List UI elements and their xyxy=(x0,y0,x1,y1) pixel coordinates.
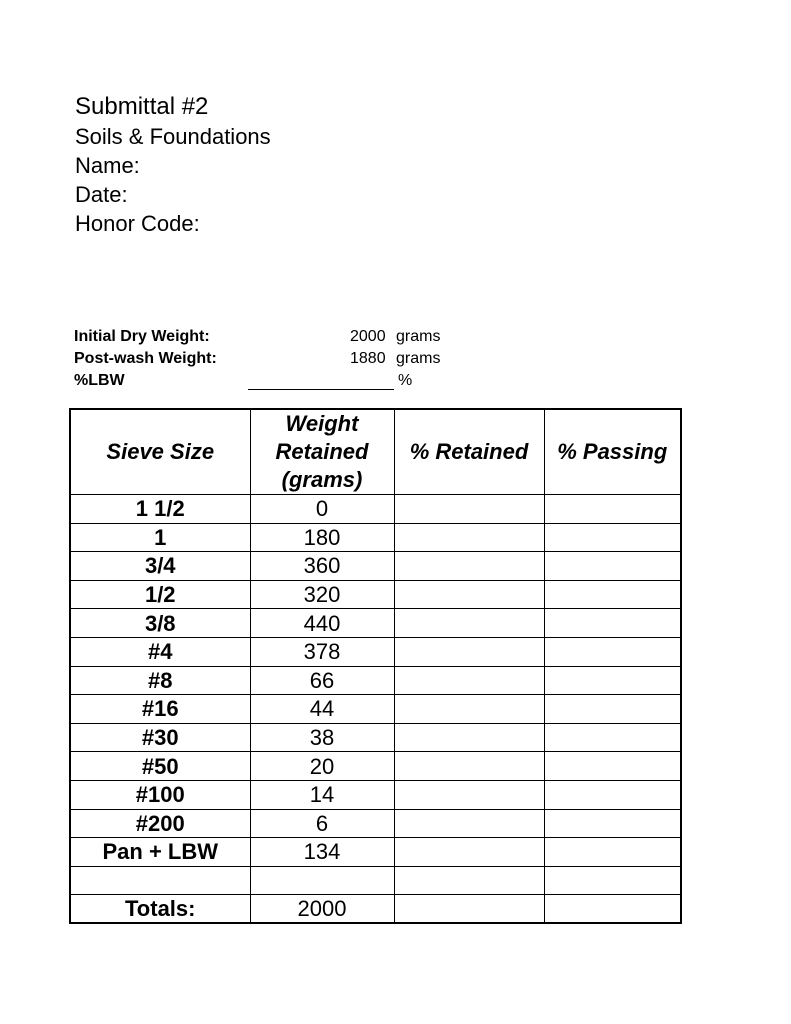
honor-code-label: Honor Code: xyxy=(75,211,200,236)
percent-retained-cell[interactable] xyxy=(394,580,544,609)
initial-dry-weight-row xyxy=(74,326,494,348)
percent-passing-cell[interactable] xyxy=(544,809,681,838)
sieve-analysis-table xyxy=(69,408,682,924)
percent-retained-cell[interactable] xyxy=(394,723,544,752)
percent-retained-cell[interactable] xyxy=(394,838,544,867)
sieve-size-cell: 1/2 xyxy=(70,580,250,609)
weight-retained-cell: 378 xyxy=(250,637,394,666)
weight-retained-cell: 134 xyxy=(250,838,394,867)
table-row xyxy=(70,552,681,581)
percent-passing-cell[interactable] xyxy=(544,580,681,609)
sieve-size-cell: #30 xyxy=(70,723,250,752)
sieve-size-cell: 3/4 xyxy=(70,552,250,581)
initial-dry-weight-label: Initial Dry Weight: xyxy=(74,328,210,345)
document-header xyxy=(75,92,271,238)
percent-retained-cell[interactable] xyxy=(394,552,544,581)
percent-passing-cell[interactable] xyxy=(544,666,681,695)
sieve-size-cell: 1 xyxy=(70,523,250,552)
header-percent-retained: % Retained xyxy=(394,409,544,495)
weight-retained-cell: 0 xyxy=(250,495,394,524)
percent-retained-cell[interactable] xyxy=(394,695,544,724)
post-wash-weight-value: 1880 xyxy=(350,350,386,367)
lbw-blank-line[interactable] xyxy=(248,370,394,390)
percent-retained-cell[interactable] xyxy=(394,637,544,666)
totals-percent-retained-cell[interactable] xyxy=(394,895,544,924)
table-row xyxy=(70,523,681,552)
weight-retained-cell: 66 xyxy=(250,666,394,695)
table-row xyxy=(70,780,681,809)
date-label: Date: xyxy=(75,182,128,207)
header-percent-passing: % Passing xyxy=(544,409,681,495)
table-row xyxy=(70,637,681,666)
weight-retained-cell: 44 xyxy=(250,695,394,724)
post-wash-weight-row xyxy=(74,348,494,370)
header-weight-line3: (grams) xyxy=(281,467,363,492)
percent-retained-cell[interactable] xyxy=(394,666,544,695)
weight-retained-cell: 180 xyxy=(250,523,394,552)
table-row xyxy=(70,838,681,867)
table-row xyxy=(70,723,681,752)
sieve-size-cell: Pan + LBW xyxy=(70,838,250,867)
table-row xyxy=(70,666,681,695)
sieve-size-cell: #4 xyxy=(70,637,250,666)
weight-retained-cell: 360 xyxy=(250,552,394,581)
weight-retained-cell: 14 xyxy=(250,780,394,809)
percent-retained-cell[interactable] xyxy=(394,780,544,809)
blank-row xyxy=(70,866,681,895)
table-header-row xyxy=(70,409,681,495)
weight-retained-cell: 320 xyxy=(250,580,394,609)
weight-retained-cell: 38 xyxy=(250,723,394,752)
submittal-title: Submittal #2 xyxy=(75,93,209,120)
table-row xyxy=(70,580,681,609)
post-wash-weight-label: Post-wash Weight: xyxy=(74,350,217,367)
name-label: Name: xyxy=(75,153,140,178)
percent-passing-cell[interactable] xyxy=(544,838,681,867)
sieve-size-cell: 3/8 xyxy=(70,609,250,638)
percent-passing-cell[interactable] xyxy=(544,523,681,552)
blank-cell xyxy=(544,866,681,895)
percent-retained-cell[interactable] xyxy=(394,609,544,638)
blank-cell xyxy=(70,866,250,895)
table-row xyxy=(70,495,681,524)
sieve-size-cell: #200 xyxy=(70,809,250,838)
sieve-size-cell: 1 1/2 xyxy=(70,495,250,524)
header-weight-line1: Weight xyxy=(285,411,359,436)
sieve-size-cell: #16 xyxy=(70,695,250,724)
percent-passing-cell[interactable] xyxy=(544,752,681,781)
weight-retained-cell: 440 xyxy=(250,609,394,638)
sieve-size-cell: #100 xyxy=(70,780,250,809)
percent-passing-cell[interactable] xyxy=(544,637,681,666)
initial-dry-weight-unit: grams xyxy=(396,328,441,345)
lbw-label: %LBW xyxy=(74,372,125,389)
weight-retained-cell: 20 xyxy=(250,752,394,781)
table-row xyxy=(70,752,681,781)
percent-retained-cell[interactable] xyxy=(394,809,544,838)
lbw-row xyxy=(74,370,494,392)
sieve-size-cell: #50 xyxy=(70,752,250,781)
percent-passing-cell[interactable] xyxy=(544,609,681,638)
header-weight-retained xyxy=(250,409,394,495)
percent-passing-cell[interactable] xyxy=(544,495,681,524)
course-name: Soils & Foundations xyxy=(75,124,271,149)
weights-block xyxy=(74,326,494,392)
percent-retained-cell[interactable] xyxy=(394,752,544,781)
percent-retained-cell[interactable] xyxy=(394,495,544,524)
lbw-percent-unit: % xyxy=(398,372,413,389)
sieve-size-cell: #8 xyxy=(70,666,250,695)
totals-row xyxy=(70,895,681,924)
percent-retained-cell[interactable] xyxy=(394,523,544,552)
totals-weight: 2000 xyxy=(250,895,394,924)
totals-percent-passing-cell[interactable] xyxy=(544,895,681,924)
header-sieve-size: Sieve Size xyxy=(70,409,250,495)
percent-passing-cell[interactable] xyxy=(544,780,681,809)
percent-passing-cell[interactable] xyxy=(544,695,681,724)
table-row xyxy=(70,609,681,638)
initial-dry-weight-value: 2000 xyxy=(350,328,386,345)
table-row xyxy=(70,809,681,838)
blank-cell xyxy=(394,866,544,895)
table-row xyxy=(70,695,681,724)
percent-passing-cell[interactable] xyxy=(544,552,681,581)
weight-retained-cell: 6 xyxy=(250,809,394,838)
post-wash-weight-unit: grams xyxy=(396,350,441,367)
totals-label: Totals: xyxy=(70,895,250,924)
percent-passing-cell[interactable] xyxy=(544,723,681,752)
header-weight-line2: Retained xyxy=(275,439,369,464)
blank-cell xyxy=(250,866,394,895)
